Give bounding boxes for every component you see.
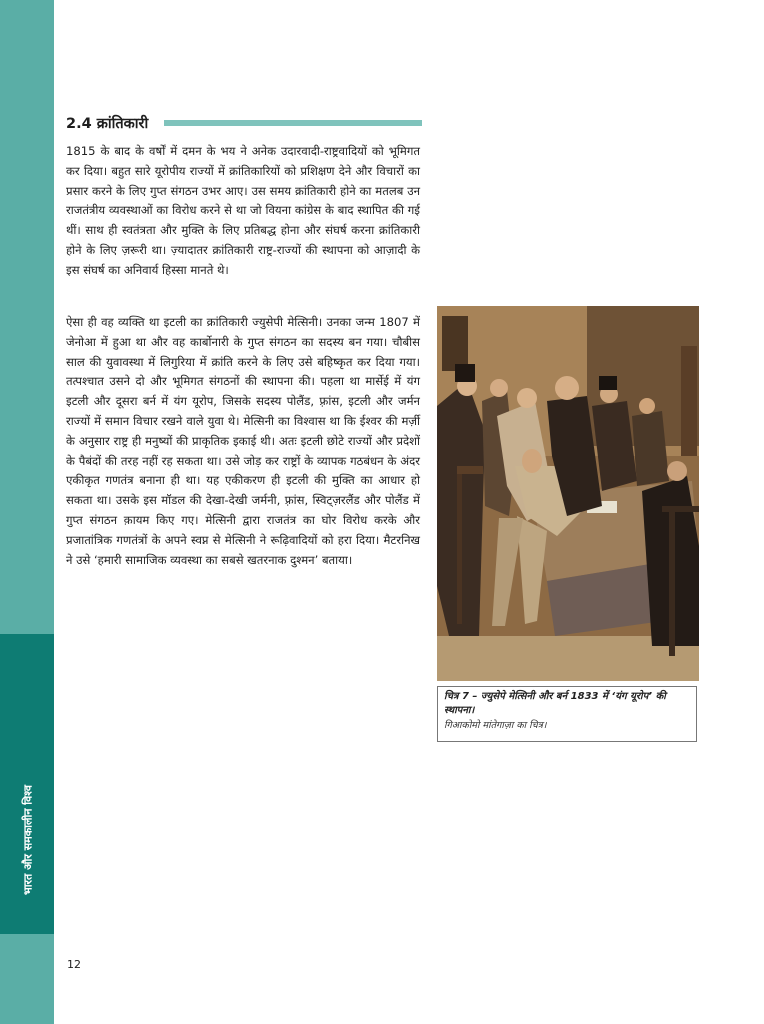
paragraph-mazzini: ऐसा ही वह व्यक्ति था इटली का क्रांतिकारी ज्युसेपी मेत्सिनी। उनका जन्म 1807 में जेनोआ में हुआ था और वह कार्बोनारी के गुप्त संगठन का सदस्य बन गया। चौबीस साल की युवावस्था में लिगुरिया में क्रांति करने के लिए उसे बहिष्कृत कर दिया गया। तत्पश्चात उसने दो और भूमिगत संगठनों की स्थापना की। पहला था मार्सेई में यंग इटली और दूसरा बर्न में यंग यूरोप, जिसके सदस्य पोलैंड, फ़्रांस, इटली और जर्मन राज्यों में समान विचार रखने वाले युवा थे। मेत्सिनी का विश्वास था कि ईश्वर की मर्ज़ी के अनुसार राष्ट्र ही मनुष्यों की प्राकृतिक इकाई थी। अतः इटली छोटे राज्यों और प्रदेशों के पैबंदों की तरह नहीं रह सकता था। उसे जोड़ कर राष्ट्रों के व्यापक गठबंधन के अंदर एकीकृत गणतंत्र बनाना ही था। यह एकीकरण ही इटली की मुक्ति का आधार हो सकता था। उसके इस मॉडल की देखा-देखी जर्मनी, फ़्रांस, स्विट्ज़रलैंड और पोलैंड में गुप्त संगठन क़ायम किए गए। मेत्सिनी द्वारा राजतंत्र का घोर विरोध करके और प्रजातांत्रिक गणतंत्रों के अपने स्वप्न से मेत्सिनी ने रूढ़िवादियों को हरा दिया। मैटरनिख ने उसे ‘हमारी सामाजिक व्यवस्था का सबसे खतरनाक दुश्मन’ बताया। xyxy=(66,315,420,567)
caption-title: चित्र 7 – ज्युसेपे मेत्सिनी और बर्न 1833 में ‘यंग यूरोप’ की स्थापना। xyxy=(444,691,666,716)
figure-young-europe-illustration xyxy=(437,306,699,681)
paragraph-revolutionaries: 1815 के बाद के वर्षों में दमन के भय ने अनेक उदारवादी-राष्ट्रवादियों को भूमिगत कर दिया। बहुत सारे यूरोपीय राज्यों में क्रांतिकारियों को प्रशिक्षण देने और विचारों का प्रसार करने के लिए गुप्त संगठन उभर आए। उस समय क्रांतिकारी होने का मतलब उन राजतंत्रीय व्यवस्थाओं का विरोध करने से था जो वियना कांग्रेस के बाद स्थापित की गई थीं। साथ ही स्वतंत्रता और मुक्ति के लिए प्रतिबद्ध होना और संघर्ष करना क्रांतिकारी होने के लिए ज़रूरी था। ज़्यादातर क्रांतिकारी राष्ट्र-राज्यों की स्थापना को आज़ादी के इस संघर्ष का अनिवार्य हिस्सा मानते थे। xyxy=(66,144,420,277)
sidebar-band-bottom xyxy=(0,934,54,1024)
section-heading xyxy=(66,114,422,132)
book-title-vertical: भारत और समकालीन विश्व xyxy=(21,784,35,896)
section-title: 2.4 क्रांतिकारी xyxy=(66,116,149,132)
figure-caption xyxy=(437,686,697,742)
sidebar-band-top xyxy=(0,0,54,634)
caption-credit: गिआकोमो मांतेगाज़ा का चित्र। xyxy=(444,720,547,731)
illustration-meeting xyxy=(437,306,699,681)
heading-rule xyxy=(164,120,422,126)
page-number: 12 xyxy=(67,958,81,971)
